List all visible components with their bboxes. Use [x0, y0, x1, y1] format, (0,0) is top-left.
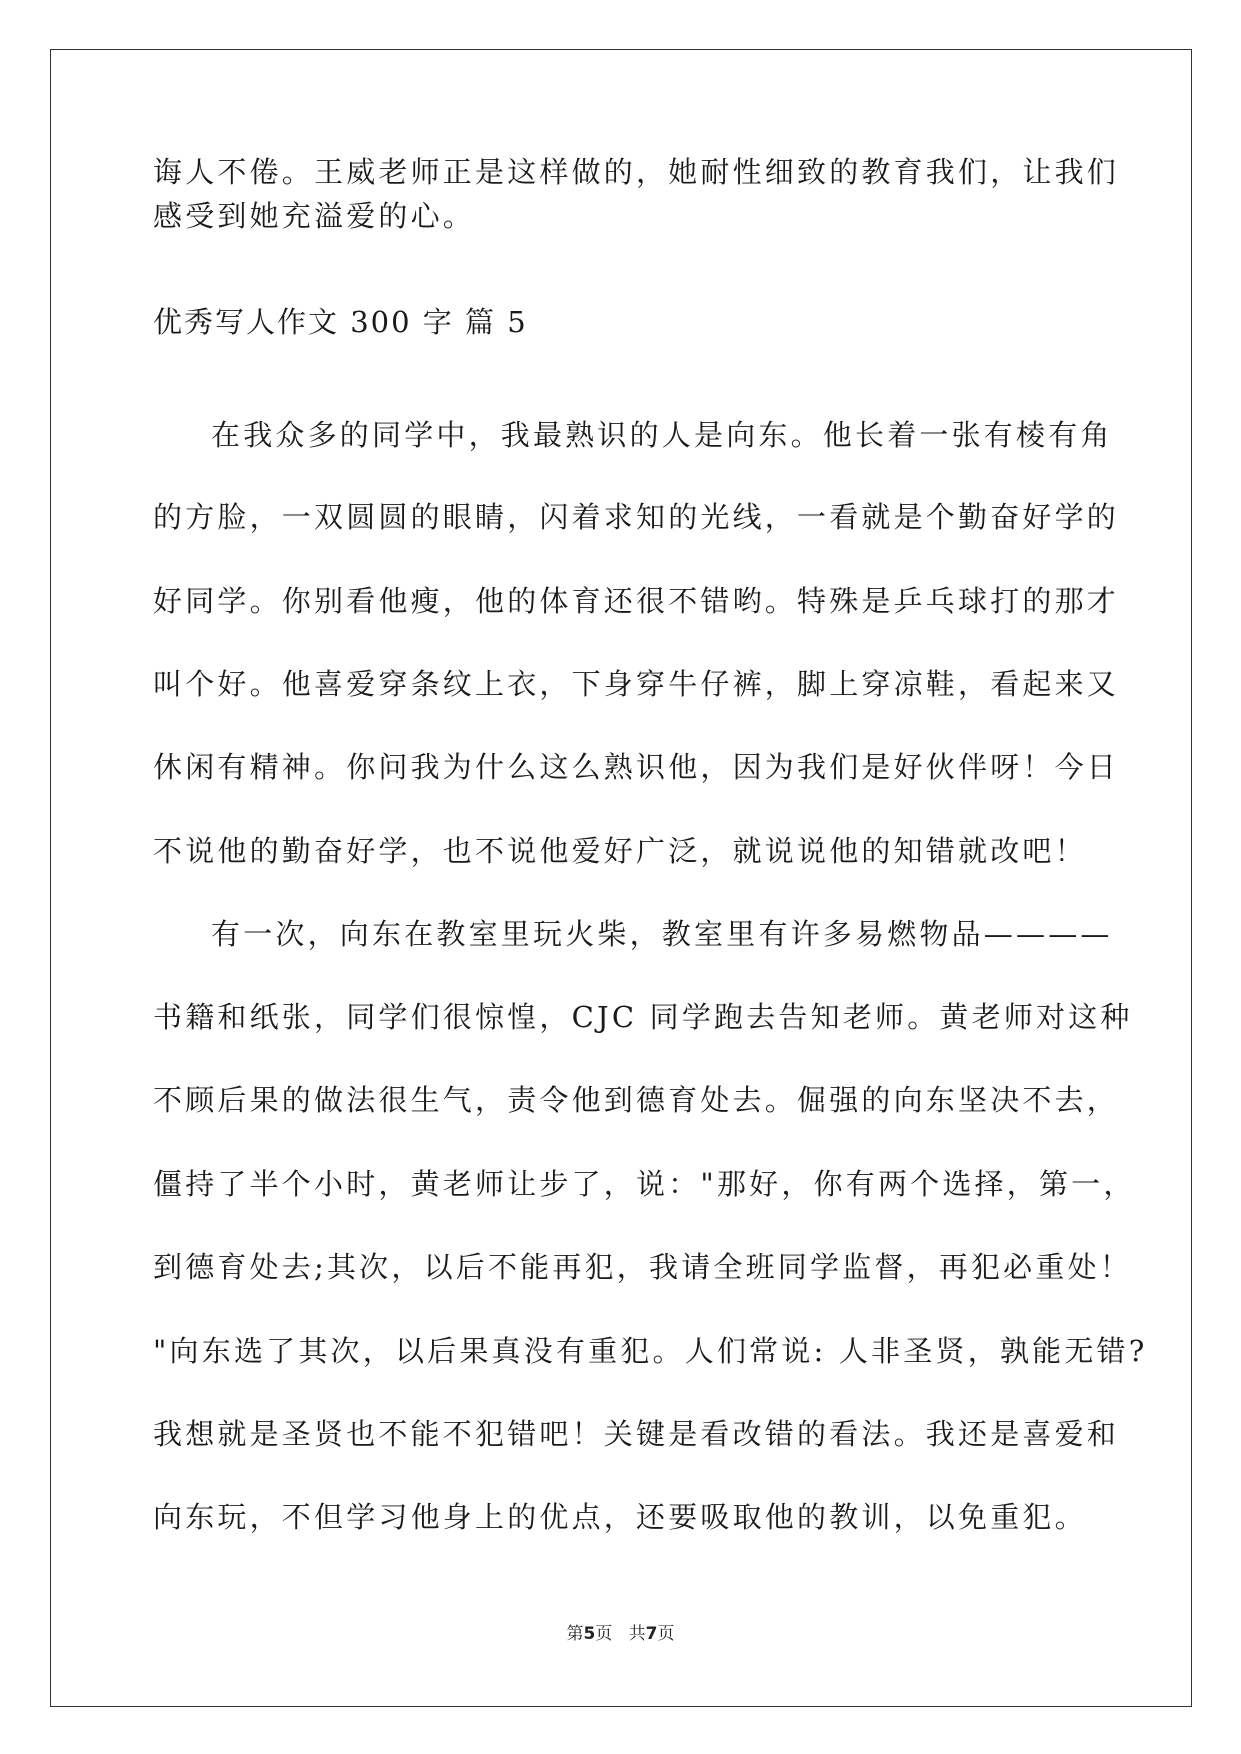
- paragraph-line: "向东选了其次，以后果真没有重犯。人们常说: 人非圣贤，孰能无错?: [153, 1334, 1148, 1368]
- paragraph-line: 我想就是圣贤也不能不犯错吧！关键是看改错的看法。我还是喜爱和: [153, 1417, 1120, 1451]
- paragraph-line: 叫个好。他喜爱穿条纹上衣，下身穿牛仔裤，脚上穿凉鞋，看起来又: [153, 667, 1120, 701]
- page-border: [50, 49, 1192, 1707]
- paragraph-line: 不顾后果的做法很生气，责令他到德育处去。倔强的向东坚决不去，: [153, 1083, 1120, 1117]
- paragraph-line: 好同学。你别看他瘦，他的体育还很不错哟。特殊是乒乓球打的那才: [153, 584, 1120, 618]
- paragraph-line: 不说他的勤奋好学，也不说他爱好广泛，就说说他的知错就改吧！: [153, 834, 1087, 868]
- footer-middle: 页 共: [595, 1624, 646, 1644]
- paragraph-line: 的方脸，一双圆圆的眼睛，闪着求知的光线，一看就是个勤奋好学的: [153, 500, 1120, 534]
- footer-prefix: 第: [566, 1624, 584, 1644]
- paragraph-line: 书籍和纸张，同学们很惊惶，CJC 同学跑去告知老师。黄老师对这种: [153, 1000, 1133, 1034]
- paragraph-line: 在我众多的同学中，我最熟识的人是向东。他长着一张有棱有角: [211, 418, 1113, 452]
- paragraph-line: 僵持了半个小时，黄老师让步了，说："那好，你有两个选择，第一，: [153, 1167, 1136, 1201]
- current-page-number: 5: [583, 1624, 596, 1644]
- paragraph-line: 感受到她充溢爱的心。: [153, 199, 476, 233]
- section-heading: 优秀写人作文 300 字 篇 5: [153, 305, 528, 339]
- page-footer: [0, 1622, 1241, 1646]
- footer-suffix: 页: [657, 1624, 675, 1644]
- paragraph-line: 到德育处去;其次，以后不能再犯，我请全班同学监督，再犯必重处！: [153, 1250, 1132, 1284]
- paragraph-line: 有一次，向东在教室里玩火柴，教室里有许多易燃物品————: [211, 917, 1113, 951]
- paragraph-line: 休闲有精神。你问我为什么这么熟识他，因为我们是好伙伴呀！今日: [153, 750, 1120, 784]
- paragraph-line: 诲人不倦。王威老师正是这样做的，她耐性细致的教育我们，让我们: [153, 155, 1120, 189]
- paragraph-line: 向东玩，不但学习他身上的优点，还要吸取他的教训，以免重犯。: [153, 1500, 1087, 1534]
- total-page-count: 7: [645, 1624, 658, 1644]
